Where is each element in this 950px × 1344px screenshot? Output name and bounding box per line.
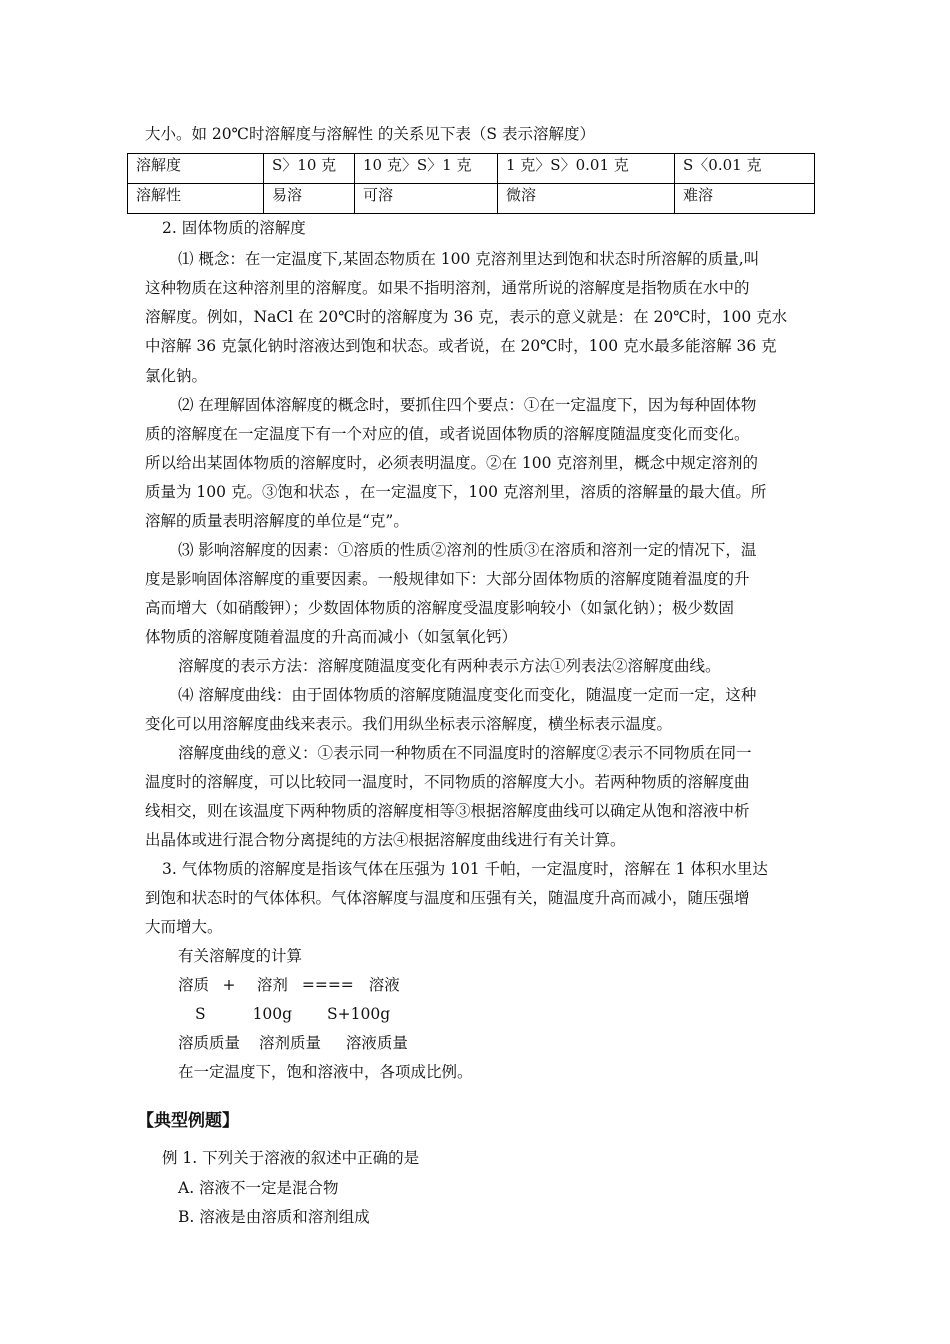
paragraph-line: 度是影响固体溶解度的重要因素。一般规律如下：大部分固体物质的溶解度随着温度的升 — [145, 570, 750, 588]
calc-term: 溶剂 — [256, 976, 288, 994]
calc-term: S — [195, 1005, 206, 1023]
calc-term: 100g — [252, 1005, 293, 1023]
table-cell: 10 克〉S〉1 克 — [355, 154, 498, 184]
table-cell: 可溶 — [355, 184, 498, 214]
paragraph-line: 到饱和状态时的气体体积。气体溶解度与温度和压强有关，随温度升高而减小，随压强增 — [145, 889, 750, 907]
intro-text: 大小。如 20℃时溶解度与溶解性 的关系见下表（S 表示溶解度） — [145, 125, 595, 143]
table-cell: S〈0.01 克 — [675, 154, 815, 184]
example-option: A. 溶液不一定是混合物 — [178, 1179, 339, 1197]
paragraph-line: 这种物质在这种溶剂里的溶解度。如果不指明溶剂，通常所说的溶解度是指物质在水中的 — [145, 279, 750, 297]
paragraph-line: ⑶ 影响溶解度的因素：①溶质的性质②溶剂的性质③在溶质和溶剂一定的情况下，温 — [178, 541, 757, 559]
table-cell: 1 克〉S〉0.01 克 — [498, 154, 675, 184]
table-cell: 微溶 — [498, 184, 675, 214]
paragraph-line: 溶解度。例如，NaCl 在 20℃时的溶解度为 36 克，表示的意义就是：在 20℃时，100 克水 — [145, 308, 788, 326]
paragraph-line: 溶解的质量表明溶解度的单位是“克”。 — [145, 512, 409, 530]
section-heading: 【典型例题】 — [137, 1111, 239, 1131]
paragraph-line: 溶解度的表示方法：溶解度随温度变化有两种表示方法①列表法②溶解度曲线。 — [178, 657, 721, 675]
paragraph-line: 出晶体或进行混合物分离提纯的方法④根据溶解度曲线进行有关计算。 — [145, 831, 626, 849]
calc-term: + — [222, 976, 236, 994]
calc-term: 溶质质量 — [178, 1034, 241, 1052]
calc-term: 溶质 — [178, 976, 210, 994]
table-row — [128, 154, 815, 184]
paragraph-line: 大而增大。 — [145, 918, 223, 936]
paragraph-line: 质量为 100 克。③饱和状态 ，在一定温度下，100 克溶剂里，溶质的溶解量的最大值。所 — [145, 483, 767, 501]
calc-equation — [178, 975, 400, 995]
paragraph-line: 体物质的溶解度随着温度的升高而减小（如氢氧化钙） — [145, 628, 518, 646]
calc-term: 溶剂质量 — [258, 1034, 321, 1052]
calc-term: 溶液 — [368, 976, 400, 994]
paragraph-line: ⑵ 在理解固体溶解度的概念时，要抓住四个要点：①在一定温度下，因为每种固体物 — [178, 396, 757, 414]
calc-term: S+100g — [327, 1005, 391, 1023]
paragraph-line: 线相交，则在该温度下两种物质的溶解度相等③根据溶解度曲线可以确定从饱和溶液中析 — [145, 802, 750, 820]
paragraph-line: 温度时的溶解度，可以比较同一温度时，不同物质的溶解度大小。若两种物质的溶解度曲 — [145, 773, 750, 791]
calc-labels — [178, 1033, 408, 1053]
table-cell: 难溶 — [675, 184, 815, 214]
paragraph-line: 质的溶解度在一定温度下有一个对应的值，或者说固体物质的溶解度随温度变化而变化。 — [145, 425, 750, 443]
solubility-table — [127, 153, 815, 214]
paragraph-line: 3. 气体物质的溶解度是指该气体在压强为 101 千帕，一定温度时，溶解在 1 体积水里达 — [162, 860, 768, 878]
section-title: 2. 固体物质的溶解度 — [162, 219, 306, 237]
table-cell: S〉10 克 — [264, 154, 355, 184]
calc-note: 在一定温度下，饱和溶液中，各项成比例。 — [178, 1063, 473, 1081]
paragraph-line: ⑷ 溶解度曲线：由于固体物质的溶解度随温度变化而变化，随温度一定而一定，这种 — [178, 686, 757, 704]
calc-term: ==== — [301, 976, 354, 994]
table-row — [128, 184, 815, 214]
example-question: 例 1. 下列关于溶液的叙述中正确的是 — [162, 1149, 420, 1167]
paragraph-line: 溶解度曲线的意义：①表示同一种物质在不同温度时的溶解度②表示不同物质在同一 — [178, 744, 752, 762]
paragraph-line: 氯化钠。 — [145, 367, 208, 385]
paragraph-line: 中溶解 36 克氯化钠时溶液达到饱和状态。或者说，在 20℃时，100 克水最多能溶解 36 克 — [145, 337, 777, 355]
calc-title: 有关溶解度的计算 — [178, 947, 303, 965]
paragraph-line: 所以给出某固体物质的溶解度时，必须表明温度。②在 100 克溶剂里，概念中规定溶剂的 — [145, 454, 758, 472]
table-cell: 易溶 — [264, 184, 355, 214]
table-cell: 溶解性 — [128, 184, 264, 214]
calc-values — [195, 1004, 390, 1024]
paragraph-line: 高而增大（如硝酸钾）；少数固体物质的溶解度受温度影响较小（如氯化钠）；极少数固 — [145, 599, 735, 617]
calc-term: 溶液质量 — [345, 1034, 408, 1052]
table-cell: 溶解度 — [128, 154, 264, 184]
paragraph-line: ⑴ 概念：在一定温度下,某固态物质在 100 克溶剂里达到饱和状态时所溶解的质量,叫 — [178, 250, 760, 268]
example-option: B. 溶液是由溶质和溶剂组成 — [178, 1208, 370, 1226]
paragraph-line: 变化可以用溶解度曲线来表示。我们用纵坐标表示溶解度，横坐标表示温度。 — [145, 715, 673, 733]
